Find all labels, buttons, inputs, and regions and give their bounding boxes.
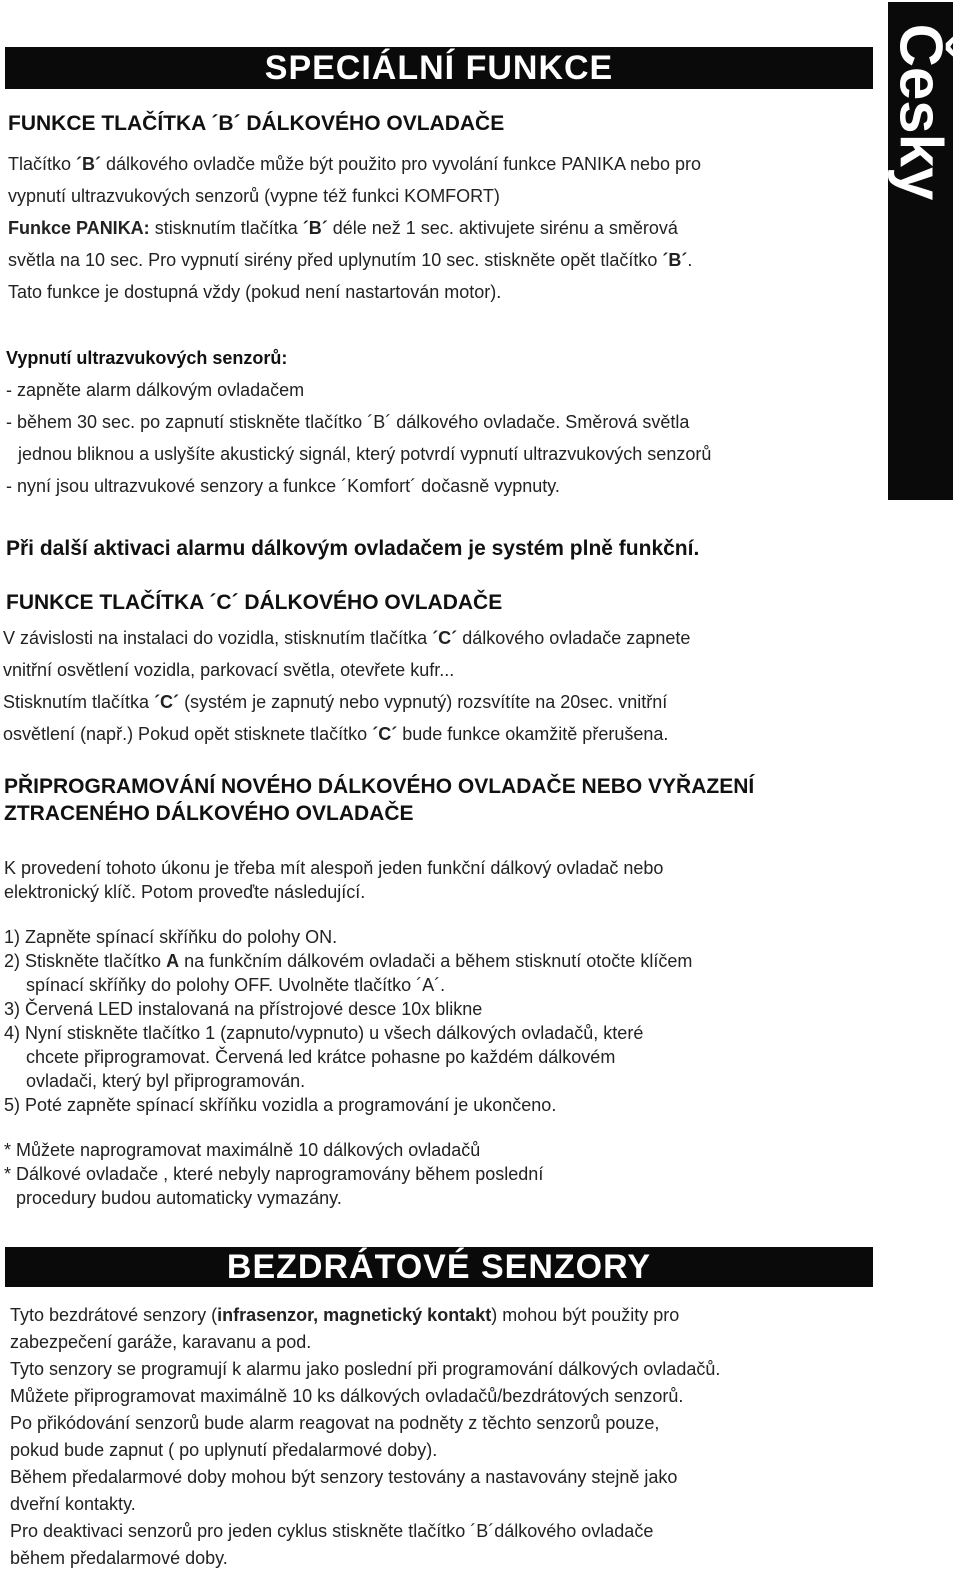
button-ref: ´C´ xyxy=(372,724,398,744)
heading-programming-line2: ZTRACENÉHO DÁLKOVÉHO OVLADAČE xyxy=(4,802,414,825)
heading-programming xyxy=(4,773,754,827)
section-c-body xyxy=(3,622,883,750)
language-tab-label: Česky xyxy=(887,23,954,201)
button-ref: ´C´ xyxy=(154,692,180,712)
paragraph-line xyxy=(8,212,878,244)
paragraph-line: Tyto senzory se programují k alarmu jako poslední při programování dálkových ovladačů. xyxy=(10,1359,721,1379)
text: světla na 10 sec. Pro vypnutí sirény před uplynutím 10 sec. stiskněte opět tlačítko xyxy=(8,250,663,270)
programming-steps xyxy=(4,925,884,1117)
text: Tlačítko xyxy=(8,154,77,174)
text: dálkového ovladače zapnete xyxy=(457,628,691,648)
section-header-wireless-sensors xyxy=(5,1247,873,1287)
wireless-header-title: BEZDRÁTOVÉ SENZORY xyxy=(226,1247,652,1286)
paragraph-line: K provedení tohoto úkonu je třeba mít alespoň jeden funkční dálkový ovladač nebo xyxy=(4,858,664,878)
paragraph-line xyxy=(10,1302,890,1329)
ultrasonic-subsection xyxy=(6,342,881,502)
text: ) mohou být použity pro xyxy=(491,1305,680,1325)
text: déle než 1 sec. aktivujete sirénu a směrová xyxy=(327,218,678,238)
subheading-ultrasonic-off: Vypnutí ultrazvukových senzorů: xyxy=(6,348,288,368)
note-system-functional: Při další aktivaci alarmu dálkovým ovladačem je systém plně funkční. xyxy=(6,537,700,560)
button-ref: A xyxy=(166,951,180,971)
text: Tyto bezdrátové senzory ( xyxy=(10,1305,218,1325)
text: osvětlení (např.) Pokud opět stisknete tlačítko xyxy=(3,724,373,744)
button-ref: ´B´ xyxy=(76,154,102,174)
paragraph-line: Po přikódování senzorů bude alarm reagovat na podněty z těchto senzorů pouze, xyxy=(10,1413,660,1433)
text: na funkčním dálkovém ovladači a během stisknutí otočte klíčem xyxy=(179,951,693,971)
list-item: - během 30 sec. po zapnutí stiskněte tlačítko ´B´ dálkového ovladače. Směrová světla xyxy=(6,412,690,432)
text: stisknutím tlačítka xyxy=(149,218,303,238)
note-max-remotes: * Můžete naprogramovat maximálně 10 dálkových ovladačů xyxy=(4,1140,481,1160)
paragraph-line: Během předalarmové doby mohou být senzory testovány a nastavovány stejně jako xyxy=(10,1467,678,1487)
programming-intro xyxy=(4,856,884,904)
paragraph-line: pokud bude zapnut ( po uplynutí předalarmové doby). xyxy=(10,1440,438,1460)
paragraph-line xyxy=(3,622,883,654)
term-panic: Funkce PANIKA: xyxy=(8,218,150,238)
paragraph-line: elektronický klíč. Potom proveďte následující. xyxy=(4,882,366,902)
wireless-body xyxy=(10,1302,890,1572)
paragraph-line: Tato funkce je dostupná vždy (pokud není nastartován motor). xyxy=(8,282,502,302)
step-2-continued: spínací skříňky do polohy OFF. Uvolněte tlačítko ´A´. xyxy=(26,975,446,995)
section-b-body xyxy=(8,148,878,308)
section-header-special-functions xyxy=(5,47,873,89)
note-erase-continued: procedury budou automaticky vymazány. xyxy=(16,1188,342,1208)
paragraph-line: Můžete připrogramovat maximálně 10 ks dálkových ovladačů/bezdrátových senzorů. xyxy=(10,1386,684,1406)
text: Stisknutím tlačítka xyxy=(3,692,155,712)
step-1: 1) Zapněte spínací skříňku do polohy ON. xyxy=(4,927,338,947)
text: 2) Stiskněte tlačítko xyxy=(4,951,167,971)
paragraph-line: vypnutí ultrazvukových senzorů (vypne též funkci KOMFORT) xyxy=(8,186,500,206)
paragraph-line xyxy=(3,718,883,750)
step-3: 3) Červená LED instalovaná na přístrojové desce 10x blikne xyxy=(4,999,483,1019)
paragraph-line: vnitřní osvětlení vozidla, parkovací světla, otevřete kufr... xyxy=(3,660,455,680)
paragraph-line xyxy=(3,686,883,718)
button-ref: ´B´ xyxy=(662,250,688,270)
list-item-continued: jednou bliknou a uslyšíte akustický signál, který potvrdí vypnutí ultrazvukových senzorů xyxy=(18,444,712,464)
heading-programming-line1: PŘIPROGRAMOVÁNÍ NOVÉHO DÁLKOVÉHO OVLADAČE NEBO VYŘAZENÍ xyxy=(4,775,755,798)
step-2 xyxy=(4,949,884,973)
button-ref: ´C´ xyxy=(432,628,458,648)
heading-button-c: FUNKCE TLAČÍTKA ´C´ DÁLKOVÉHO OVLADAČE xyxy=(6,591,503,614)
step-4-continued: ovladači, který byl připrogramován. xyxy=(26,1071,306,1091)
text: dálkového ovladče může být použito pro vyvolání funkce PANIKA nebo pro xyxy=(101,154,702,174)
paragraph-line: během předalarmové doby. xyxy=(10,1548,228,1568)
paragraph-line xyxy=(8,148,878,180)
heading-button-b: FUNKCE TLAČÍTKA ´B´ DÁLKOVÉHO OVLADAČE xyxy=(8,112,505,135)
list-item: - nyní jsou ultrazvukové senzory a funkce ´Komfort´ dočasně vypnuty. xyxy=(6,476,560,496)
step-5: 5) Poté zapněte spínací skříňku vozidla a programování je ukončeno. xyxy=(4,1095,557,1115)
text: bude funkce okamžitě přerušena. xyxy=(397,724,669,744)
button-ref: ´B´ xyxy=(302,218,328,238)
programming-notes xyxy=(4,1138,884,1210)
language-tab xyxy=(888,2,953,500)
paragraph-line: zabezpečení garáže, karavanu a pod. xyxy=(10,1332,312,1352)
text: (systém je zapnutý nebo vypnutý) rozsvítíte na 20sec. vnitřní xyxy=(179,692,668,712)
paragraph-line: Pro deaktivaci senzorů pro jeden cyklus stiskněte tlačítko ´B´dálkového ovladače xyxy=(10,1521,654,1541)
list-item: - zapněte alarm dálkovým ovladačem xyxy=(6,380,305,400)
paragraph-line xyxy=(8,244,878,276)
step-4: 4) Nyní stiskněte tlačítko 1 (zapnuto/vypnuto) u všech dálkových ovladačů, které xyxy=(4,1023,644,1043)
sensor-types: infrasenzor, magnetický kontakt xyxy=(217,1305,492,1325)
text: . xyxy=(687,250,693,270)
note-erase: * Dálkové ovladače , které nebyly naprogramovány během poslední xyxy=(4,1164,544,1184)
header-title: SPECIÁLNÍ FUNKCE xyxy=(264,48,614,87)
paragraph-line: dveřní kontakty. xyxy=(10,1494,136,1514)
step-4-continued: chcete připrogramovat. Červená led krátce pohasne po každém dálkovém xyxy=(26,1047,616,1067)
text: V závislosti na instalaci do vozidla, stisknutím tlačítka xyxy=(3,628,433,648)
